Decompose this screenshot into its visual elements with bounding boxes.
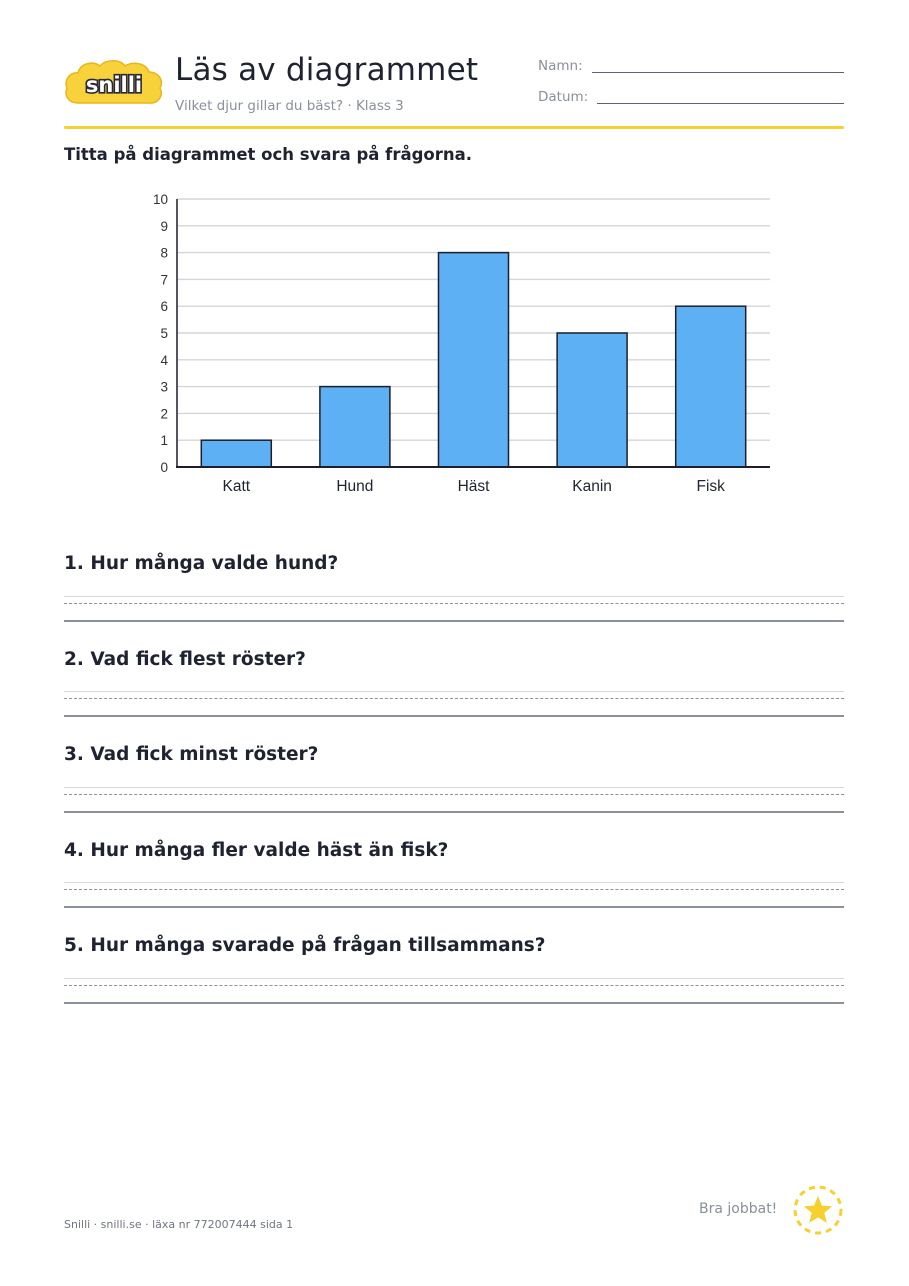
answer-line-1[interactable] [64, 596, 844, 622]
date-field[interactable] [597, 103, 844, 104]
answer-line-5[interactable] [64, 978, 844, 1004]
praise-text: Bra jobbat! [699, 1201, 778, 1217]
question-1: 1. Hur många valde hund? [64, 553, 339, 574]
x-tick-label: Hund [336, 478, 374, 495]
y-tick-label: 2 [160, 406, 168, 422]
y-tick-label: 10 [152, 192, 168, 207]
question-2: 2. Vad fick flest röster? [64, 649, 306, 670]
page-title: Läs av diagrammet [175, 52, 479, 88]
y-tick-label: 7 [160, 272, 168, 288]
header-divider [64, 126, 844, 129]
name-label: Namn: [538, 58, 583, 74]
snilli-logo [64, 57, 164, 109]
question-3: 3. Vad fick minst röster? [64, 744, 319, 765]
y-tick-label: 6 [160, 299, 168, 315]
bar [676, 306, 746, 467]
date-label: Datum: [538, 89, 589, 105]
y-tick-label: 9 [160, 218, 168, 234]
y-tick-label: 3 [160, 379, 168, 395]
y-tick-label: 0 [160, 460, 168, 475]
page-subtitle: Vilket djur gillar du bäst? · Klass 3 [175, 98, 404, 114]
answer-line-4[interactable] [64, 882, 844, 908]
instruction-text: Titta på diagrammet och svara på frågorna. [64, 145, 473, 164]
bar [439, 253, 509, 467]
logo-text: snilli [85, 73, 143, 97]
x-tick-label: Kanin [572, 478, 612, 495]
answer-line-2[interactable] [64, 691, 844, 717]
question-4: 4. Hur många fler valde häst än fisk? [64, 840, 449, 861]
x-tick-label: Katt [222, 478, 251, 495]
y-tick-label: 5 [160, 326, 168, 341]
bar [557, 333, 627, 467]
bar-chart [130, 188, 790, 500]
y-tick-label: 4 [160, 352, 168, 368]
name-field[interactable] [592, 72, 844, 73]
bar [320, 387, 390, 467]
answer-line-3[interactable] [64, 787, 844, 813]
y-tick-label: 8 [160, 245, 168, 261]
question-5: 5. Hur många svarade på frågan tillsammans? [64, 935, 546, 956]
bar [201, 440, 271, 467]
x-tick-label: Häst [457, 478, 490, 495]
footer-text: Snilli · snilli.se · läxa nr 772007444 sida 1 [64, 1218, 294, 1231]
y-tick-label: 1 [160, 433, 168, 449]
star-icon [792, 1184, 844, 1236]
x-tick-label: Fisk [696, 478, 725, 495]
